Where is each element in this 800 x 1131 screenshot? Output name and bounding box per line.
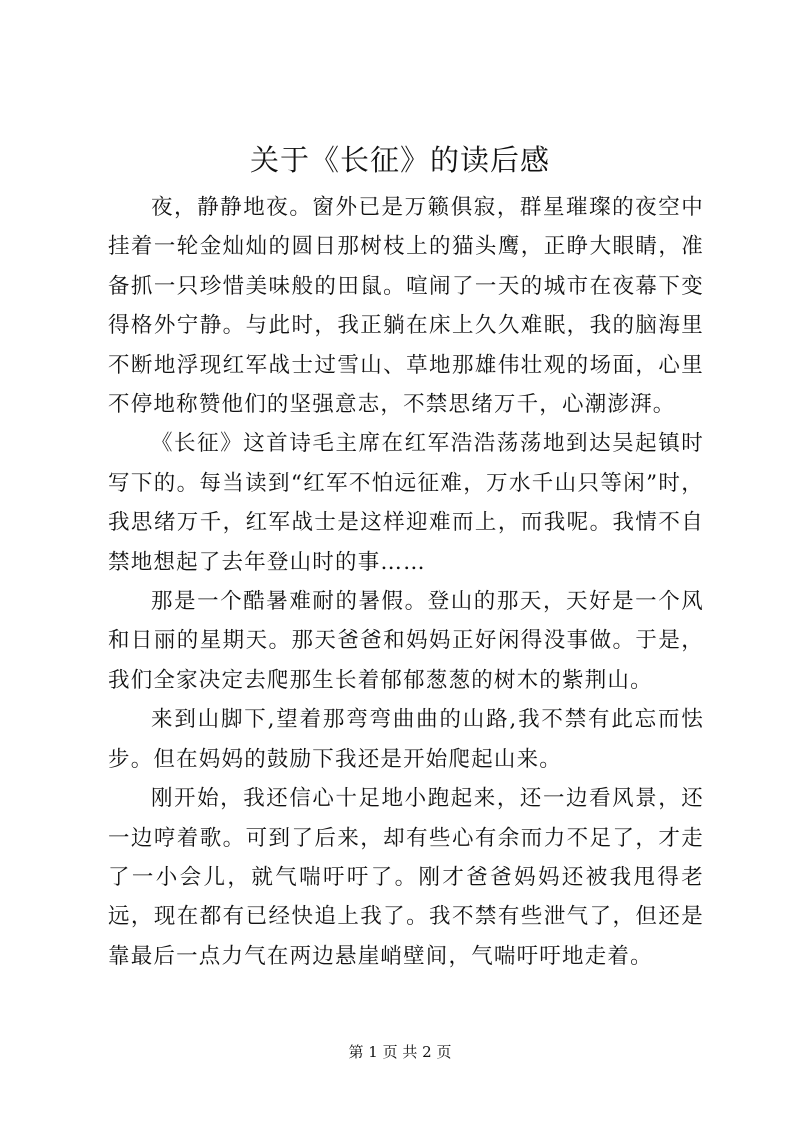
paragraph-2: 《长征》这首诗毛主席在红军浩浩荡荡地到达吴起镇时写下的。每当读到“红军不怕远征难，万水千山只等闲”时，我思绪万千，红军战士是这样迎难而上，而我呢。我情不自禁地想起了去年登山时的事…… (108, 431, 704, 575)
document-body (108, 188, 704, 976)
paragraph-5: 刚开始，我还信心十足地小跑起来，还一边看风景，还一边哼着歌。可到了后来，却有些心有余而力不足了，才走了一小会儿，就气喘吁吁了。刚才爸爸妈妈还被我甩得老远，现在都有已经快追上我了。我不禁有些泄气了，但还是靠最后一点力气在两边悬崖峭壁间，气喘吁吁地走着。 (108, 786, 704, 969)
page-footer: 第 1 页 共 2 页 (348, 1043, 452, 1061)
paragraph-1: 夜，静静地夜。窗外已是万籁俱寂，群星璀璨的夜空中挂着一轮金灿灿的圆日那树枝上的猫头鹰，正睁大眼睛，准备抓一只珍惜美味般的田鼠。喧闹了一天的城市在夜幕下变得格外宁静。与此时，我正躺在床上久久难眠，我的脑海里不断地浮现红军战士过雪山、草地那雄伟壮观的场面，心里不停地称赞他们的坚强意志，不禁思绪万千，心潮澎湃。 (108, 195, 704, 418)
paragraph-4: 来到山脚下,望着那弯弯曲曲的山路,我不禁有此忘而怯步。但在妈妈的鼓励下我还是开始爬起山来。 (108, 707, 704, 772)
document-title: 关于《长征》的读后感 (249, 143, 550, 177)
paragraph-3: 那是一个酷暑难耐的暑假。登山的那天，天好是一个风和日丽的星期天。那天爸爸和妈妈正好闲得没事做。于是，我们全家决定去爬那生长着郁郁葱葱的树木的紫荆山。 (108, 589, 704, 693)
